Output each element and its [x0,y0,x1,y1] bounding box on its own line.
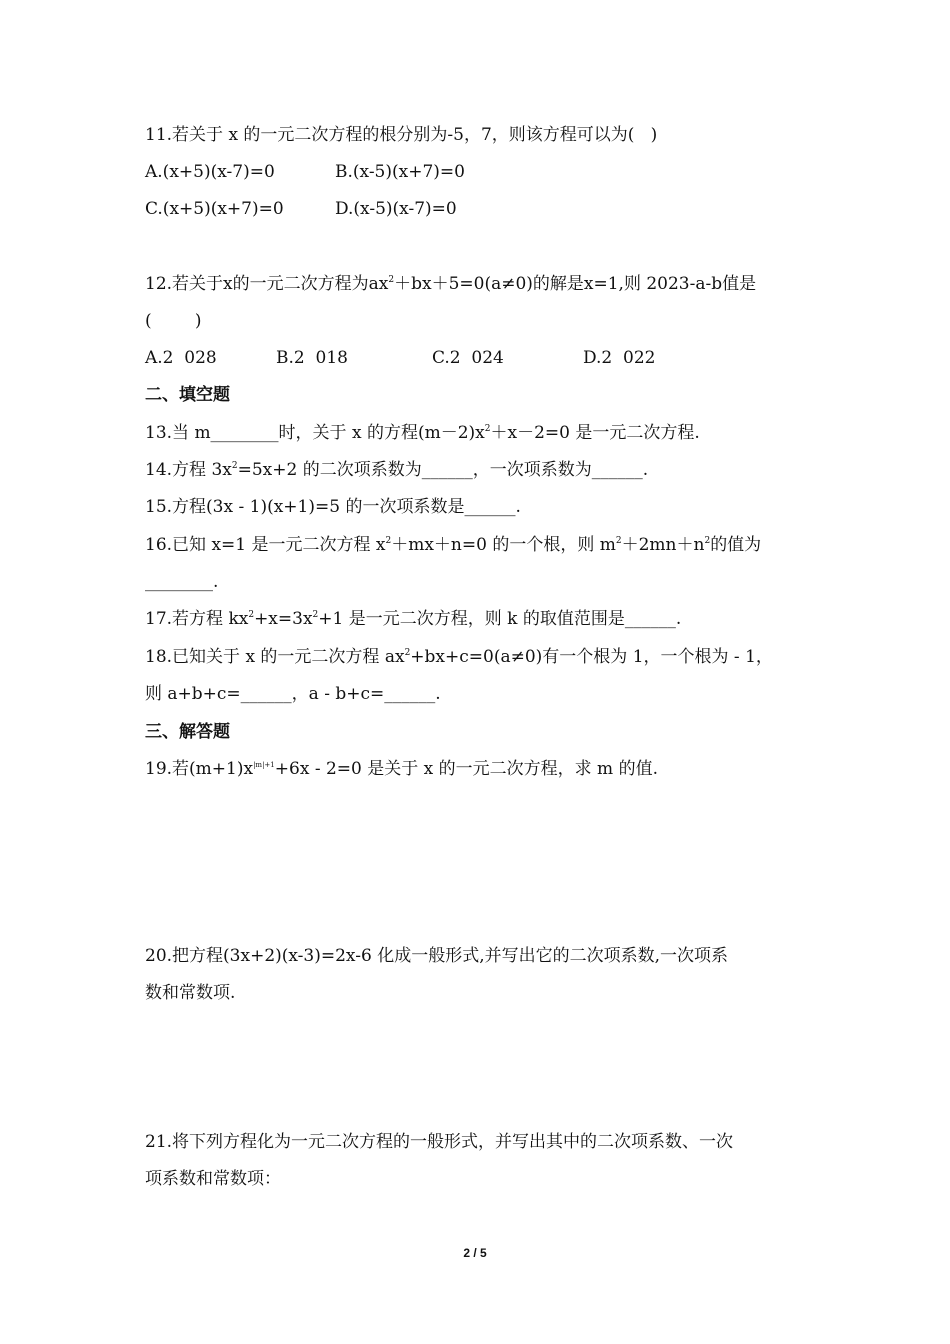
question-20-line-2: 数和常数项. [145,983,236,1003]
q11-option-c: C.(x+5)(x+7)=0 [145,199,284,219]
q12-option-c: C.2 024 [432,348,504,368]
question-18: 18.已知关于 x 的一元二次方程 $ax^2+bx+c=0(a\ne 0)$有一个根为 1，一个根为 - 1， [145,647,773,667]
question-17: 17.若方程 $kx^2+x=3x^2+1$ 是一元二次方程，则 k 的取值范围是______. [145,609,682,629]
section-heading-fill-in: 二、填空题 [145,385,230,405]
page-number: 2 / 5 [463,1246,487,1260]
question-14: 14.方程 $3x^2=5x+2$ 的二次项系数为______，一次项系数为______. [145,460,649,480]
question-12-stem: 12.若关于x的一元二次方程为$ax^2+bx+5=0(a\ne 0)$的解是x=1,则 2023-a-b值是 [145,274,757,294]
question-11-stem: 11.若关于 x 的一元二次方程的根分别为-5，7，则该方程可以为( ) [145,125,658,145]
q12-answer-paren: ( ) [145,311,202,331]
question-13: 13.当 m________时，关于 x 的方程$(m-2)x^2+x-2=0$ 是一元二次方程. [145,423,700,443]
q12-option-a: A.2 028 [145,348,217,368]
q11-option-a: A.(x+5)(x-7)=0 [145,162,275,182]
section-heading-solve: 三、解答题 [145,722,230,742]
q16-blank: ________. [145,572,219,592]
question-20-line-1: 20.把方程(3x+2)(x-3)=2x-6 化成一般形式,并写出它的二次项系数,一次项系 [145,946,728,966]
q18-line-2: 则 a+b+c=______，a - b+c=______. [145,684,441,704]
question-21-line-2: 项系数和常数项： [145,1169,281,1189]
q11-option-b: B.(x-5)(x+7)=0 [335,162,465,182]
question-19: 19.若$(m+1)x^{|m|+1}+6x - 2=0$ 是关于 x 的一元二次方程，求 m 的值. [145,759,658,779]
q12-option-b: B.2 018 [276,348,348,368]
question-15: 15.方程(3x - 1)(x+1)=5 的一次项系数是______. [145,497,521,517]
question-16: 16.已知 x=1 是一元二次方程 $x^2+mx+n=0$ 的一个根，则 $m^2+2mn+n^2$的值为 [145,535,762,555]
q12-option-d: D.2 022 [583,348,656,368]
question-21-line-1: 21.将下列方程化为一元二次方程的一般形式，并写出其中的二次项系数、一次 [145,1132,734,1152]
q11-option-d: D.(x-5)(x-7)=0 [335,199,457,219]
